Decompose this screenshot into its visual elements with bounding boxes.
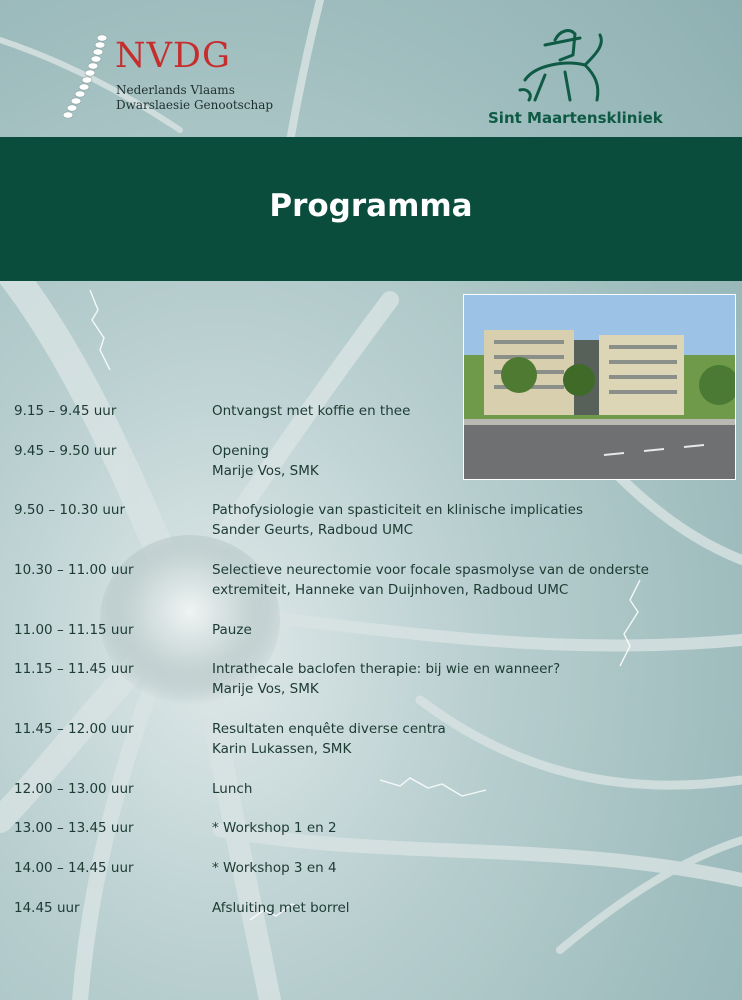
schedule-line: * Workshop 1 en 2 xyxy=(212,820,337,836)
schedule-speaker: Marije Vos, SMK xyxy=(212,463,319,479)
schedule-description xyxy=(212,441,732,481)
schedule-description xyxy=(212,858,732,878)
schedule-speaker: Sander Geurts, Radboud UMC xyxy=(212,522,414,538)
nvdg-logo-subtitle xyxy=(116,83,273,113)
schedule-description xyxy=(212,779,732,799)
schedule-time: 9.50 – 10.30 uur xyxy=(14,502,125,518)
schedule-speaker: Marije Vos, SMK xyxy=(212,681,319,697)
schedule-time: 10.30 – 11.00 uur xyxy=(14,562,134,578)
schedule-speaker: Karin Lukassen, SMK xyxy=(212,741,352,757)
schedule-line: * Workshop 3 en 4 xyxy=(212,860,337,876)
schedule-time: 11.00 – 11.15 uur xyxy=(14,622,134,638)
schedule-time: 9.45 – 9.50 uur xyxy=(14,443,117,459)
nvdg-subtitle-line1: Nederlands Vlaams xyxy=(116,83,235,97)
schedule-description xyxy=(212,401,732,421)
horse-rider-icon xyxy=(485,20,665,110)
schedule-description xyxy=(212,620,732,640)
schedule-time: 13.00 – 13.45 uur xyxy=(14,820,134,836)
schedule-line: Resultaten enquête diverse centra xyxy=(212,721,446,737)
schedule-time: 12.00 – 13.00 uur xyxy=(14,781,134,797)
schedule-description xyxy=(212,560,732,600)
schedule-description xyxy=(212,898,732,918)
schedule-time: 11.45 – 12.00 uur xyxy=(14,721,134,737)
schedule-description xyxy=(212,719,732,759)
schedule-time: 14.00 – 14.45 uur xyxy=(14,860,134,876)
smk-logo-name: Sint Maartenskliniek xyxy=(488,109,663,127)
nvdg-subtitle-line2: Dwarslaesie Genootschap xyxy=(116,98,274,112)
schedule-line: Pauze xyxy=(212,622,252,638)
schedule-description xyxy=(212,659,732,699)
nvdg-logo-name: NVDG xyxy=(115,36,231,76)
schedule-time: 9.15 – 9.45 uur xyxy=(14,403,117,419)
schedule-description xyxy=(212,818,732,838)
schedule-line: Afsluiting met borrel xyxy=(212,900,350,916)
schedule-line: Intrathecale baclofen therapie: bij wie en wanneer? xyxy=(212,661,561,677)
schedule-line: Pathofysiologie van spasticiteit en klinische implicaties xyxy=(212,502,583,518)
page-title: Programma xyxy=(269,188,473,224)
schedule-line: Lunch xyxy=(212,781,253,797)
schedule-speaker: extremiteit, Hanneke van Duijnhoven, Radboud UMC xyxy=(212,582,569,598)
schedule-time: 11.15 – 11.45 uur xyxy=(14,661,134,677)
schedule-line: Opening xyxy=(212,443,269,459)
schedule-line: Selectieve neurectomie voor focale spasmolyse van de onderste xyxy=(212,562,649,578)
schedule-time: 14.45 uur xyxy=(14,900,80,916)
schedule-description xyxy=(212,500,732,540)
schedule-line: Ontvangst met koffie en thee xyxy=(212,403,411,419)
spine-icon xyxy=(60,30,120,125)
